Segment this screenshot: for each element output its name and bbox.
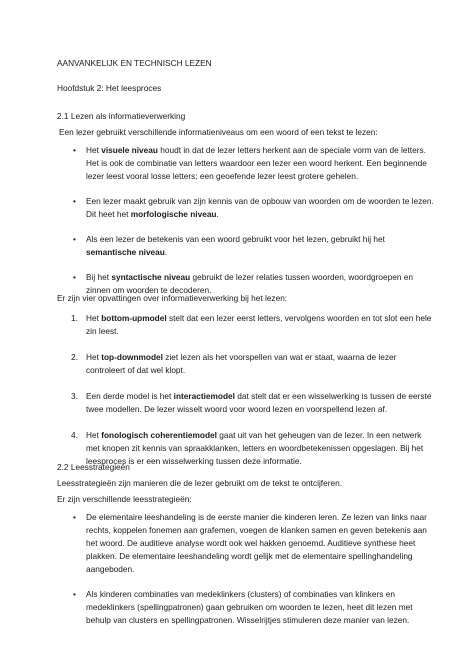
information-levels-list <box>57 144 437 309</box>
list-item: • Het visuele niveau houdt in dat de lezer letters herkent aan de speciale vorm van de letters. Het is ook de combinatie van letters waardoor een lezer een woord herkent. Een beginnende lezer leest vooral losse letters; een geoefende lezer leest grotere gehelen. <box>57 144 437 183</box>
term-bold: bottom-upmodel <box>101 313 167 323</box>
term-bold: top-downmodel <box>101 352 163 362</box>
term-bold: syntactische niveau <box>111 272 191 282</box>
term-bold: visuele niveau <box>101 145 158 155</box>
list-item: • Bij het syntactische niveau gebruikt de lezer relaties tussen woorden, woordgroepen en zinnen om woorden te decoderen. <box>57 271 437 297</box>
term-bold: interactiemodel <box>173 391 235 401</box>
list-item: • De elementaire leeshandeling is de eerste manier die kinderen leren. Ze lezen van links naar rechts, koppelen fonemen aan grafemen, voegen de klanken samen en geven betekenis aan het woord. De auditieve analyse wordt ook wel hakken genoemd. Auditieve synthese heet plakken. De elementaire leeshandeling wordt gelijk met de elementaire spellinghandeling aangeboden. <box>57 511 437 576</box>
list-item: • Als een lezer de betekenis van een woord gebruikt voor het lezen, gebruikt hij het semantische niveau. <box>57 233 437 259</box>
list-item: • Een lezer maakt gebruik van zijn kennis van de opbouw van woorden om de woorden te lezen. Dit heet het morfologische niveau. <box>57 195 437 221</box>
list-item: 3. Een derde model is het interactiemodel dat stelt dat er een wisselwerking is tussen de eerste twee modellen. De lezer wisselt woord voor woord lezen en voorspellend lezen af. <box>71 391 432 414</box>
models-intro: Er zijn vier opvattingen over informatieverwerking bij het lezen: <box>57 293 288 303</box>
term-bold: morfologische niveau <box>130 209 217 219</box>
term-bold: semantische niveau <box>86 247 165 257</box>
section-intro-2-2: Leesstrategieën zijn manieren die de lezer gebruikt om de tekst te ontcijferen. <box>57 478 343 488</box>
list-item: • Als kinderen combinaties van medeklinkers (clusters) of combinaties van klinkers en medeklinkers (spellingpatronen) gaan gebruiken om woorden te lezen, heet dit lezen met behulp van clusters en spellingpatronen. Wisselrijtjes stimuleren deze manier van lezen. <box>57 588 437 627</box>
reading-strategies-list <box>57 511 437 639</box>
reading-models-list <box>57 312 437 481</box>
list-number: 4. <box>71 430 78 440</box>
section-heading-2-1: 2.1 Lezen als informatieverwerking <box>57 111 186 121</box>
strategies-intro: Er zijn verschillende leesstrategieën: <box>57 494 192 504</box>
section-intro-2-1: Een lezer gebruikt verschillende informatieniveaus om een woord of een tekst te lezen: <box>59 127 378 137</box>
list-number: 1. <box>71 313 78 323</box>
chapter-heading: Hoofdstuk 2: Het leesproces <box>57 83 162 93</box>
list-item: 1. Het bottom-upmodel stelt dat een lezer eerst letters, vervolgens woorden en tot slot een hele zin leest. <box>71 313 432 336</box>
section-heading-2-2: 2.2 Leesstrategieën <box>57 462 130 472</box>
document-title: AANVANKELIJK EN TECHNISCH LEZEN <box>57 58 212 68</box>
list-number: 2. <box>71 352 78 362</box>
list-number: 3. <box>71 391 78 401</box>
term-bold: fonologisch coherentiemodel <box>101 430 217 440</box>
list-item: 2. Het top-downmodel ziet lezen als het voorspellen van wat er staat, waarna de lezer controleert of dat wel klopt. <box>71 352 397 375</box>
list-item: 4. Het fonologisch coherentiemodel gaat uit van het geheugen van de lezer. In een netwerk met knopen zit kennis van spraakklanken, letters en woordbetekenissen opgeslagen. Bij het leesproces is er een wisselwerking tussen deze informatie. <box>71 430 424 466</box>
